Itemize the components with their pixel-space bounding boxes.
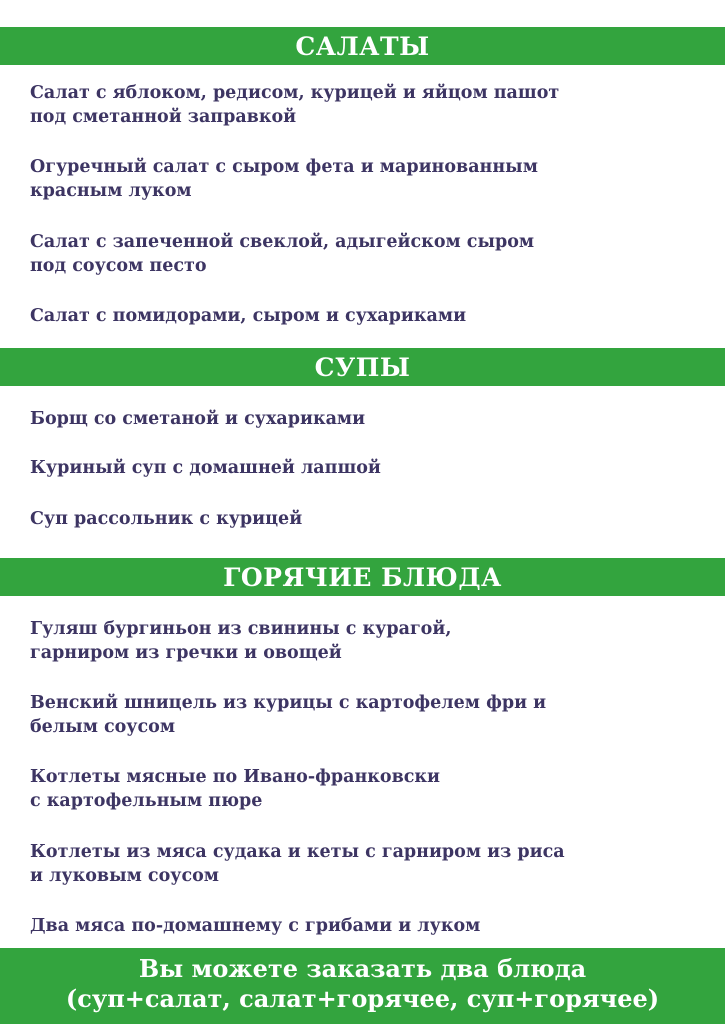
section-title-salads: САЛАТЫ bbox=[295, 32, 430, 61]
menu-item bbox=[30, 81, 700, 129]
menu-item-line: Огуречный салат с сыром фета и маринованным bbox=[30, 157, 538, 177]
menu-item-line: Салат с яблоком, редисом, курицей и яйцом пашот bbox=[30, 83, 560, 103]
menu-item bbox=[30, 840, 700, 888]
menu-item-line: гарниром из гречки и овощей bbox=[30, 643, 342, 663]
menu-item-line: Гуляш бургиньон из свинины с курагой, bbox=[30, 619, 452, 639]
menu-item bbox=[30, 691, 700, 739]
menu-item bbox=[30, 617, 700, 665]
menu-item-line: с картофельным пюре bbox=[30, 791, 263, 811]
menu-item-line: под сметанной заправкой bbox=[30, 107, 297, 127]
menu-item bbox=[30, 304, 700, 328]
menu-item-line: и луковым соусом bbox=[30, 866, 219, 886]
menu-item bbox=[30, 456, 700, 480]
menu-item-line: Венский шницель из курицы с картофелем фри и bbox=[30, 693, 547, 713]
section-title-soups: СУПЫ bbox=[314, 353, 411, 382]
menu-item bbox=[30, 407, 700, 431]
menu-item bbox=[30, 507, 700, 531]
menu-item-line: красным луком bbox=[30, 181, 192, 201]
menu-item-line: под соусом песто bbox=[30, 256, 207, 276]
menu-item-line: Два мяса по-домашнему с грибами и луком bbox=[30, 916, 481, 936]
menu-item-line: Куриный суп с домашней лапшой bbox=[30, 458, 381, 478]
section-title-hot-dishes: ГОРЯЧИЕ БЛЮДА bbox=[223, 563, 502, 592]
section-header-salads bbox=[0, 27, 725, 65]
menu-item-line: Салат с помидорами, сыром и сухариками bbox=[30, 306, 467, 326]
menu-item-line: Борщ со сметаной и сухариками bbox=[30, 409, 366, 429]
footer-line: (суп+салат, салат+горячее, суп+горячее) bbox=[65, 984, 660, 1013]
menu-item-line: белым соусом bbox=[30, 717, 176, 737]
footer-combo-banner bbox=[0, 948, 725, 1024]
section-header-soups bbox=[0, 348, 725, 386]
menu-item-line: Суп рассольник с курицей bbox=[30, 509, 303, 529]
menu-item bbox=[30, 155, 700, 203]
menu-item-line: Салат с запеченной свеклой, адыгейском сыром bbox=[30, 232, 535, 252]
menu-item-line: Котлеты мясные по Ивано-франковски bbox=[30, 767, 441, 787]
menu-item bbox=[30, 230, 700, 278]
section-header-hot-dishes bbox=[0, 558, 725, 596]
menu-item-line: Котлеты из мяса судака и кеты с гарниром из риса bbox=[30, 842, 565, 862]
menu-item bbox=[30, 914, 700, 938]
menu-item bbox=[30, 765, 700, 813]
footer-line: Вы можете заказать два блюда bbox=[138, 954, 587, 983]
